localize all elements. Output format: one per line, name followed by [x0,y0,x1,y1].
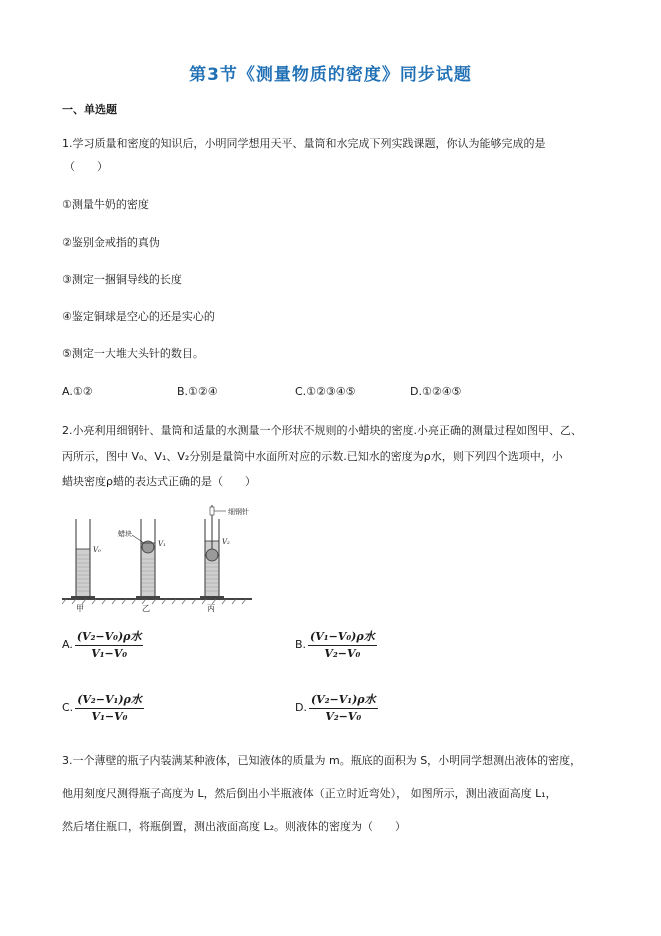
q2-option-c [62,691,144,723]
fraction [309,691,378,723]
q3-stem-line1: 3.一个薄壁的瓶子内装满某种液体，已知液体的质量为 m。瓶底的面积为 S，小明同学想测出液体的密度， [62,754,582,767]
label-bing: 丙 [207,604,215,613]
q3-stem-line2: 他用刻度尺测得瓶子高度为 L，然后倒出小半瓶液体（正立时近弯处）， 如图所示，测出液面高度 L₁， [62,787,557,800]
q1-item: ⑤测定一大堆大头针的数目。 [62,347,204,360]
fraction-denominator: V₁−V₀ [91,710,128,723]
cylinder-jia [71,519,101,599]
fraction-numerator: (V₁−V₀)ρ水 [308,628,377,646]
fraction-denominator: V₂−V₀ [325,710,362,723]
q1-item: ③测定一捆铜导线的长度 [62,273,182,286]
label-yi: 乙 [142,604,150,613]
option-letter: A. [62,637,73,651]
q1-option-d: D.①②④⑤ [410,385,462,398]
q1-item: ②鉴别金戒指的真伪 [62,236,160,249]
q2-stem-line1: 2.小亮利用细钢针、量筒和适量的水测量一个形状不规则的小蜡块的密度.小亮正确的测量过程如图甲、乙、 [62,424,582,437]
option-letter: B. [295,637,307,651]
wax-block-submerged [206,549,218,561]
q1-item: ①测量牛奶的密度 [62,198,149,211]
q2-stem-line3: 蜡块密度ρ蜡的表达式正确的是（ ） [62,475,256,488]
q2-option-b [295,628,377,660]
q3-stem-line3: 然后堵住瓶口，将瓶倒置，测出液面高度 L₂。则液体的密度为（ ） [62,820,407,833]
v2-label: V₂ [222,538,230,546]
fraction [75,628,144,660]
option-letter: D. [295,700,307,714]
q1-option-a: A.①② [62,385,93,398]
label-jia: 甲 [76,604,84,613]
fraction [308,628,377,660]
cylinder-figure [62,505,262,615]
fraction-numerator: (V₂−V₁)ρ水 [75,691,144,709]
q1-option-c: C.①②③④⑤ [295,385,356,398]
q1-stem-line2: （ ） [64,160,108,173]
q2-option-d [295,691,378,723]
q1-option-b: B.①②④ [177,385,218,398]
fraction-numerator: (V₂−V₁)ρ水 [309,691,378,709]
v0-label: V₀ [93,546,101,554]
q2-option-a [62,628,143,660]
q2-stem-line2: 丙所示，图中 V₀、V₁、V₂分别是量筒中水面所对应的示数.已知水的密度为ρ水，则下列四个选项中，小 [62,450,563,463]
cylinder-yi [118,519,166,599]
fraction-denominator: V₂−V₀ [324,647,361,660]
needle-label: 细钢针 [228,508,249,516]
fraction-numerator: (V₂−V₀)ρ水 [75,628,144,646]
q1-item: ④鉴定铜球是空心的还是实心的 [62,310,215,323]
fraction-denominator: V₁−V₀ [91,647,128,660]
section-heading: 一、单选题 [62,103,117,116]
q1-stem-line1: 1.学习质量和密度的知识后，小明同学想用天平、量筒和水完成下列实践课题，你认为能够完成的是 [62,137,546,150]
option-letter: C. [62,700,74,714]
v1-label: V₁ [158,540,166,548]
page-title: 第3节《测量物质的密度》同步试题 [189,65,472,85]
cylinder-bing [200,505,249,599]
fraction [75,691,144,723]
wax-label: 蜡块 [118,530,132,538]
